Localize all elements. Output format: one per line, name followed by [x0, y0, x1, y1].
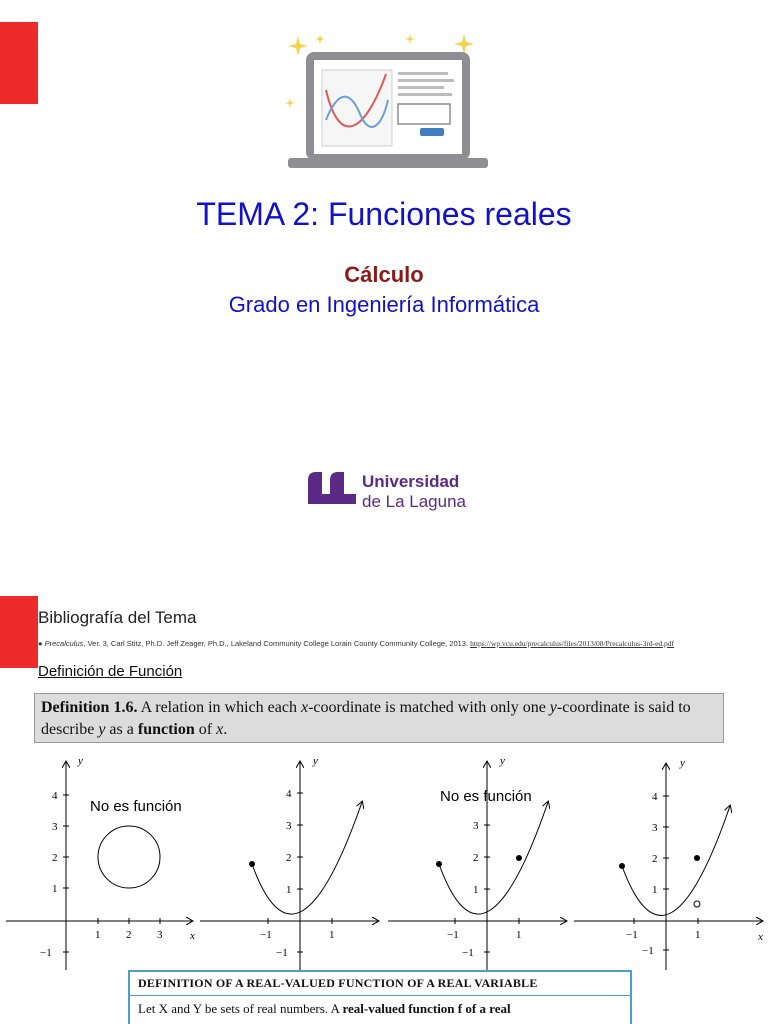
university-logo-icon [304, 468, 362, 506]
rv-body-text: Let X and Y be sets of real numbers. A [138, 1001, 343, 1016]
definition-label: Definition 1.6. [41, 699, 138, 716]
accent-bar-top [0, 22, 38, 104]
bibliography-reference [38, 639, 760, 648]
rv-definition-heading: DEFINITION OF A REAL-VALUED FUNCTION OF A REAL VARIABLE [130, 972, 630, 996]
tick-label: 3 [52, 821, 58, 833]
definition-text: as a [105, 721, 138, 738]
graph4-filled-point [694, 855, 700, 861]
definition-keyword: function [137, 721, 195, 738]
axis-y-label: y [680, 757, 685, 769]
not-function-label-2: No es función [440, 788, 532, 805]
tick-label: 3 [286, 820, 292, 832]
graph4-endpoint [619, 863, 625, 869]
tick-label: −1 [642, 945, 654, 957]
bullet-icon: ● [38, 639, 45, 648]
axis-y-label: y [78, 755, 83, 767]
tick-label: −1 [462, 947, 474, 959]
university-name-line1: Universidad [362, 472, 460, 491]
tick-label: 1 [329, 929, 335, 941]
definition-var: x [300, 699, 309, 716]
tick-label: 4 [652, 791, 658, 803]
graph3-endpoint [436, 861, 442, 867]
tick-label: −1 [626, 929, 638, 941]
function-example-graphs [0, 752, 768, 974]
definition-var: y [98, 721, 106, 738]
tick-label: −1 [276, 947, 288, 959]
definition-var: y [549, 699, 557, 716]
graph3-extra-point [516, 855, 522, 861]
tick-label: 1 [695, 929, 701, 941]
definition-text: -coordinate is matched with only one [308, 699, 550, 716]
definition-text: A relation in which each [137, 699, 301, 716]
tick-label: 3 [473, 820, 479, 832]
tick-label: 1 [652, 884, 658, 896]
accent-bar-bottom [0, 596, 38, 668]
tick-label: 2 [473, 852, 479, 864]
tick-label: 1 [286, 884, 292, 896]
tick-label: 2 [52, 852, 58, 864]
tick-label: −1 [260, 929, 272, 941]
reference-link[interactable]: https://wp.vcu.edu/precalculus/files/2013/08/Precalculus-3rd-ed.pdf [470, 639, 675, 648]
graph4-open-point [694, 901, 700, 907]
rv-definition-body [130, 996, 630, 1022]
tick-label: 1 [516, 929, 522, 941]
definition-text: of [194, 721, 217, 738]
tick-label: 1 [52, 883, 58, 895]
graph-parabola-hole [574, 764, 762, 970]
reference-details: , Ver. 3, Carl Stitz, Ph.D. Jeff Zeager, Ph.D., Lakeland Community College Lorain County Community College, 2013. [83, 639, 469, 648]
tick-label: 4 [286, 788, 292, 800]
tick-label: 3 [652, 822, 658, 834]
tick-label: 1 [95, 929, 101, 941]
reference-book-title: Precalculus [44, 639, 84, 648]
degree-name: Grado en Ingeniería Informática [228, 292, 540, 317]
graph-parabola-endpoint [249, 861, 255, 867]
axis-x-label: x [190, 930, 195, 942]
tick-label: −1 [40, 947, 52, 959]
definition-text: . [223, 721, 228, 738]
slide-title: TEMA 2: Funciones reales [196, 196, 572, 232]
real-valued-function-definition [128, 970, 632, 1024]
laptop-chart-icon [278, 30, 498, 180]
tick-label: 2 [126, 929, 132, 941]
tick-label: −1 [447, 929, 459, 941]
course-name: Cálculo [344, 262, 424, 287]
axis-y-label: y [500, 755, 505, 767]
tick-label: 1 [473, 884, 479, 896]
tick-label: 4 [52, 790, 58, 802]
definition-heading: Definición de Función [38, 663, 183, 680]
tick-label: 2 [286, 852, 292, 864]
bibliography-heading: Bibliografía del Tema [38, 608, 197, 627]
rv-body-bold: real-valued function f of a real [342, 1001, 511, 1016]
not-function-label-1: No es función [90, 798, 182, 815]
definition-box [34, 693, 724, 743]
axis-y-label: y [313, 755, 318, 767]
axis-x-label: x [758, 931, 763, 943]
definition-var: x [216, 721, 224, 738]
definition-text: -coordinate is said to describe [41, 699, 691, 738]
tick-label: 2 [652, 853, 658, 865]
university-name [362, 472, 466, 512]
tick-label: 3 [157, 929, 163, 941]
university-name-line2: de La Laguna [362, 492, 466, 511]
